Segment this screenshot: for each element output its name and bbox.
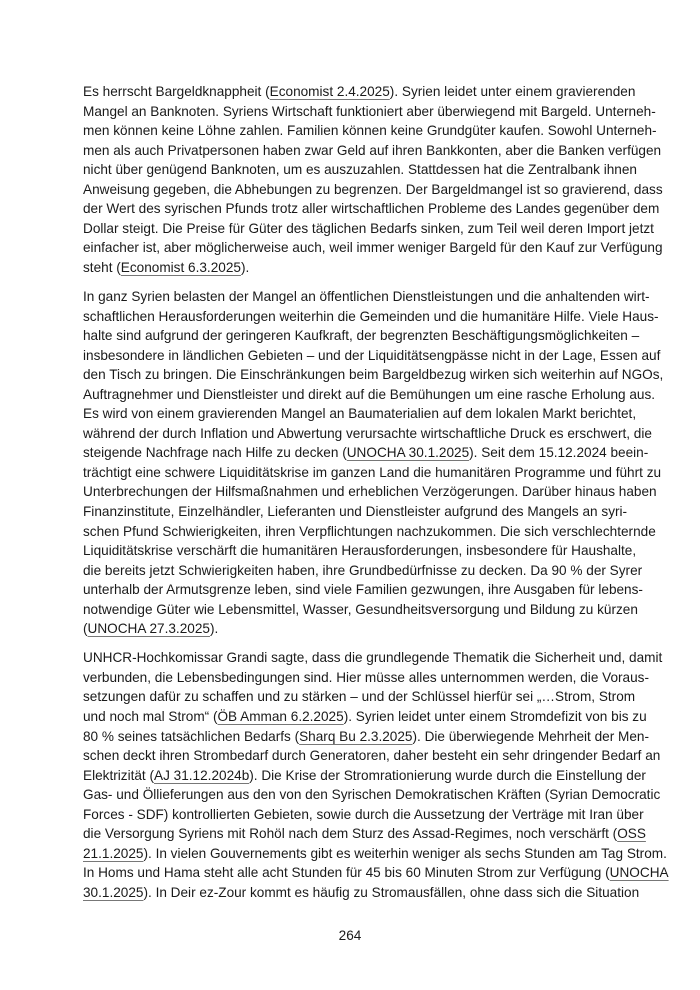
text-line [83,199,660,219]
text-line [83,805,644,825]
text-line [83,824,646,844]
text-line [83,727,649,747]
text-line [83,766,646,786]
text-segment: ). Syrien leidet unter einem Stromdefizit von bis zu [343,708,647,724]
text-segment: steigende Nachfrage nach Hilfe zu decken ( [83,445,347,461]
text-line [83,482,657,502]
text-line [83,522,656,542]
document-body [83,82,669,912]
text-segment: ). Syrien leidet unter einem gravierenden [389,84,636,99]
text-segment: insbesondere in ländlichen Gebieten – und der Liquiditätsengpässe nicht in der Lage, Essen auf [83,347,661,363]
paragraph [83,648,669,902]
text-line [83,648,663,668]
text-line [83,463,662,483]
text-segment: ). [209,621,219,637]
text-segment: ). Die Krise der Stromrationierung wurde durch die Einstellung der [249,767,646,783]
text-segment: Elektrizität ( [83,767,155,783]
text-segment: Forces - SDF) kontrollierten Gebieten, sowie durch die Aussetzung der Verträge mit Iran über [83,806,644,822]
page-number: 264 [338,928,362,943]
text-segment: den Tisch zu bringen. Die Einschränkungen beim Bargeldbezug wirken sich weiterhin auf NGOs, [83,367,664,383]
text-line [83,424,652,444]
text-line [83,580,643,600]
text-line [83,502,628,522]
text-segment: unterhalb der Armutsgrenze leben, sind viele Familien gezwungen, ihre Ausgaben für lebens- [83,582,643,598]
text-line [83,326,640,346]
text-line [83,82,636,102]
text-segment: setzungen dafür zu schaffen und zu stärken – und der Schlüssel hierfür sei „…Strom, Strom [83,689,636,705]
text-segment: nicht über genügend Banknoten, um es auszuzahlen. Stattdessen hat die Zentralbank ihnen [83,162,637,178]
citation-link[interactable]: Sharq Bu 2.3.2025 [299,728,413,744]
text-segment: schen Pfund Schwierigkeiten, ihren Verpflichtungen nachzukommen. Die sich verschlechternde [83,523,656,539]
citation-link[interactable]: ÖB Amman 6.2.2025 [217,708,344,724]
text-line [83,346,661,366]
text-segment: Mangel an Banknoten. Syriens Wirtschaft funktioniert aber überwiegend mit Bargeld. Unterneh- [83,103,656,119]
text-segment: men können keine Löhne zahlen. Familien können keine Grundgüter kaufen. Sowohl Unterneh- [83,123,657,139]
text-line [83,883,640,903]
text-segment: ). Die überwiegende Mehrheit der Men- [412,728,649,744]
text-segment: halte sind aufgrund der geringeren Kaufkraft, der begrenzten Beschäftigungsmöglichkeiten – [83,328,640,344]
text-segment: einfacher ist, aber möglicherweise auch, weil immer weniger Bargeld für den Kauf zur Verfügung [83,240,663,256]
text-line [83,785,661,805]
text-line [83,707,647,727]
text-segment: Unterbrechungen der Hilfsmaßnahmen und erheblichen Verzögerungen. Darüber hinaus haben [83,484,657,500]
text-line [83,287,650,307]
text-segment: Gas- und Öllieferungen aus den von den Syrischen Demokratischen Kräften (Syrian Democratic [83,787,661,803]
text-segment: Es herrscht Bargeldknappheit ( [83,84,270,99]
text-line [83,687,636,707]
text-line [83,258,618,278]
text-segment: notwendige Güter wie Lebensmittel, Wasser, Gesundheitsversorgung und Bildung zu kürzen [83,601,638,617]
text-line [83,619,618,639]
text-line [83,404,637,424]
citation-link[interactable]: UNOCHA 30.1.2025 [346,445,470,461]
paragraph [83,82,663,277]
text-segment: Auftragnehmer und Dienstleister und direkt auf die Bemühungen um eine rasche Erholung aus. [83,386,656,402]
text-line [83,102,656,122]
text-segment: men als auch Privatpersonen haben zwar Geld auf ihren Bankkonten, aber die Banken verfügen [83,142,662,158]
text-segment: trächtigt eine schwere Liquiditätskrise im ganzen Land die humanitären Programme und führt zu [83,464,662,480]
text-segment: ). [240,259,250,275]
text-segment: Anweisung gegeben, die Abhebungen zu begrenzen. Der Bargeldmangel ist so gravierend, dass [83,181,663,197]
text-line [83,541,637,561]
text-segment: In Homs und Hama steht alle acht Stunden für 45 bis 60 Minuten Strom zur Verfügung ( [83,865,610,881]
text-segment: schen deckt ihren Strombedarf durch Generatoren, daher besteht ein sehr dringender Bedarf an [83,748,661,764]
text-segment: während der durch Inflation und Abwertung verursachte wirtschaftliche Druck es erschwert, die [83,425,652,441]
citation-link[interactable]: OSS [617,826,646,842]
text-line [83,561,643,581]
text-segment: ). In vielen Gouvernements gibt es weiterhin weniger als sechs Stunden am Tag Strom. [143,845,667,861]
text-line [83,668,650,688]
text-line [83,180,663,200]
text-line [83,219,654,239]
text-line [83,365,664,385]
text-segment: Es wird von einem gravierenden Mangel an Baumaterialien auf dem lokalen Markt berichtet, [83,406,637,422]
text-segment: Finanzinstitute, Einzelhändler, Lieferanten und Dienstleister aufgrund des Mangels an syri- [83,503,628,519]
text-segment: ). In Deir ez-Zour kommt es häufig zu Stromausfällen, ohne dass sich die Situation [143,884,640,900]
text-segment: ( [83,621,88,637]
text-segment: schaftlichen Herausforderungen weiterhin die Gemeinden und die humanitäre Hilfe. Viele Haus- [83,308,659,324]
text-line [83,844,667,864]
citation-link[interactable]: Economist 2.4.2025 [269,84,390,99]
text-line [83,385,656,405]
text-segment: und noch mal Strom“ ( [83,708,218,724]
text-line [83,141,662,161]
text-line [83,443,649,463]
text-segment: 80 % seines tatsächlichen Bedarfs ( [83,728,300,744]
text-line [83,238,663,258]
text-segment: der Wert des syrischen Pfunds trotz aller wirtschaftlichen Probleme des Landes gegenüber dem [83,201,660,217]
text-segment: UNHCR-Hochkomissar Grandi sagte, dass die grundlegende Thematik die Sicherheit und, damit [83,650,663,666]
text-line [83,307,659,327]
text-segment: ). Seit dem 15.12.2024 beein- [469,445,649,461]
text-line [83,600,638,620]
text-line [83,121,657,141]
citation-link[interactable]: UNOCHA [609,865,669,881]
citation-link[interactable]: 30.1.2025 [83,884,144,900]
citation-link[interactable]: AJ 31.12.2024b [154,767,250,783]
citation-link[interactable]: Economist 6.3.2025 [120,259,241,275]
text-segment: die bereits jetzt Schwierigkeiten haben, ihre Grundbedürfnisse zu decken. Da 90 % der Syrer [83,562,643,578]
text-segment: die Versorgung Syriens mit Rohöl nach dem Sturz des Assad-Regimes, noch verschärft ( [83,826,618,842]
text-line [83,863,669,883]
text-segment: Liquiditätskrise verschärft die humanitären Herausforderungen, insbesondere für Haushalte, [83,543,637,559]
text-segment: Dollar steigt. Die Preise für Güter des täglichen Bedarfs sinken, zum Teil weil deren Import jetzt [83,220,654,236]
citation-link[interactable]: UNOCHA 27.3.2025 [87,621,210,637]
text-line [83,746,661,766]
text-segment: In ganz Syrien belasten der Mangel an öffentlichen Dienstleistungen und die anhaltenden wirt- [83,288,650,304]
text-line [83,160,637,180]
text-segment: steht ( [83,259,121,275]
paragraph [83,287,664,639]
text-segment: verbunden, die Lebensbedingungen sind. Hier müsse alles unternommen werden, die Voraus- [83,669,650,685]
citation-link[interactable]: 21.1.2025 [83,845,144,861]
